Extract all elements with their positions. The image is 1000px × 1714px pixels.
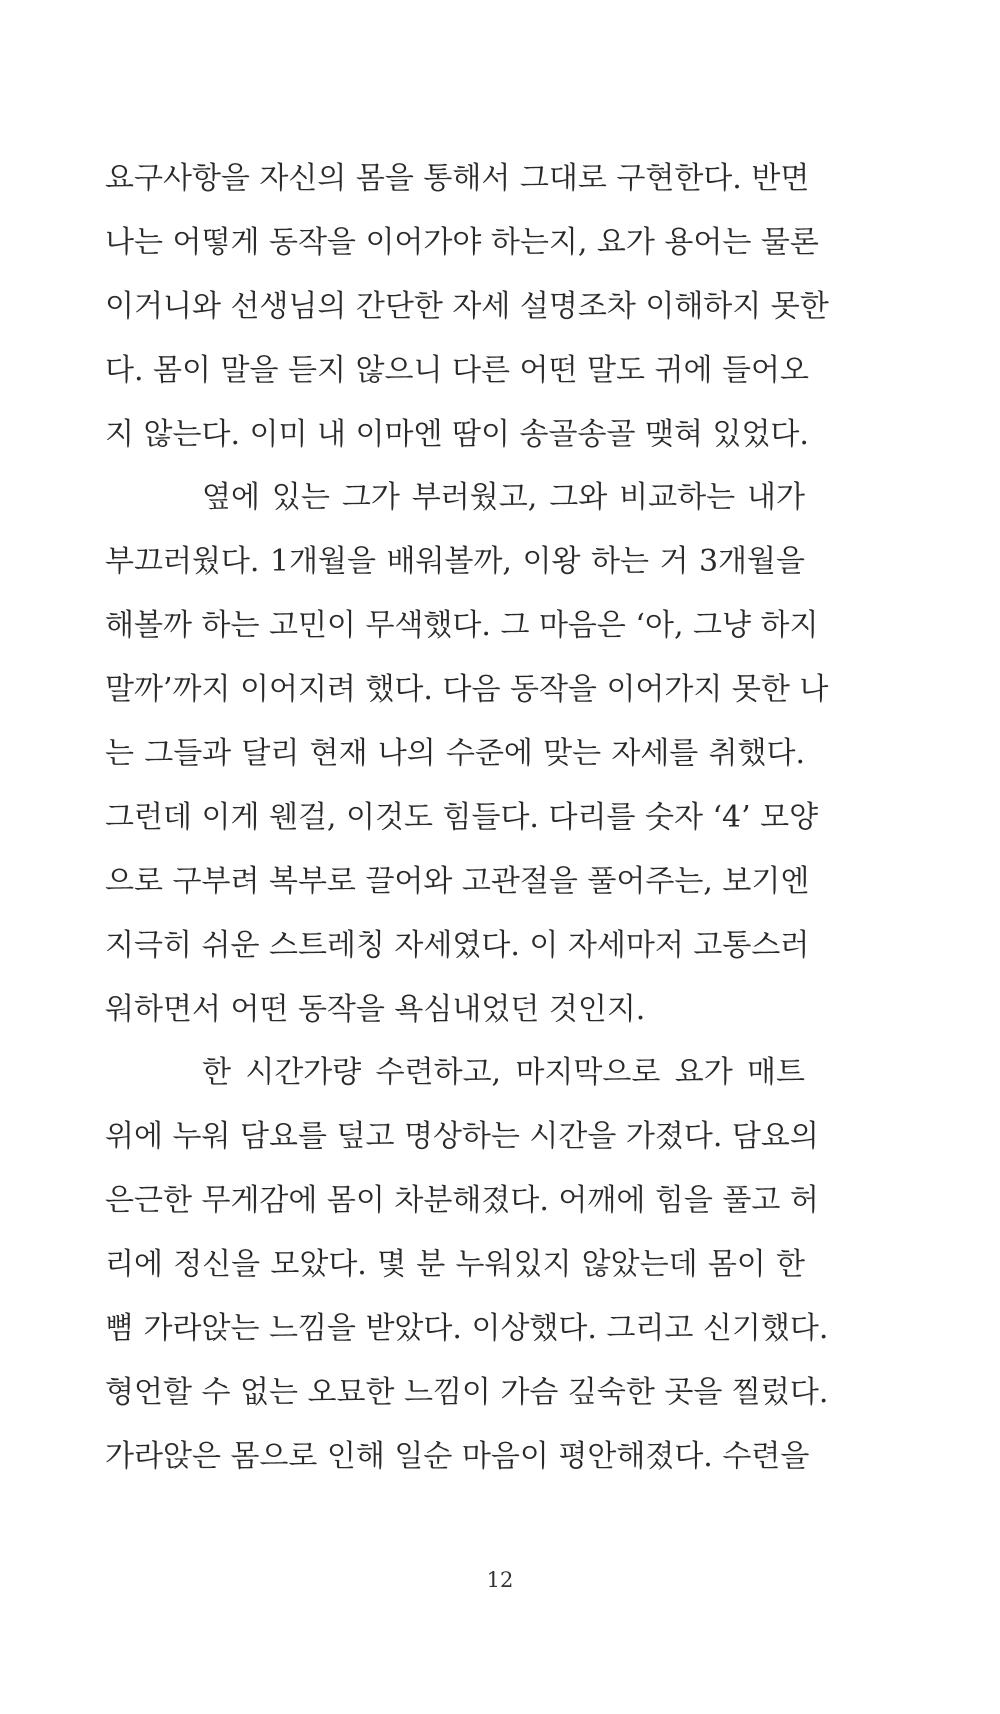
text-line: 그런데 이게 웬걸, 이것도 힘들다. 다리를 숫자 ‘4’ 모양 [105,799,819,835]
text-line: 가라앉은 몸으로 인해 일순 마음이 평안해졌다. 수련을 [105,1438,810,1474]
text-line: 지극히 쉬운 스트레칭 자세였다. 이 자세마저 고통스러 [105,927,810,963]
text-line: 이거니와 선생님의 간단한 자세 설명조차 이해하지 못한 [105,288,829,324]
text-line: 위에 누워 담요를 덮고 명상하는 시간을 가졌다. 담요의 [105,1119,819,1155]
text-line: 부끄러웠다. 1개월을 배워볼까, 이왕 하는 거 3개월을 [105,544,805,580]
text-line: 는 그들과 달리 현재 나의 수준에 맞는 자세를 취했다. [105,736,805,772]
text-line: 지 않는다. 이미 내 이마엔 땀이 송골송골 맺혀 있었다. [105,416,809,452]
text-line: 말까’까지 이어지려 했다. 다음 동작을 이어가지 못한 나 [105,672,829,708]
text-line: 형언할 수 없는 오묘한 느낌이 가슴 깊숙한 곳을 찔렀다. [105,1374,829,1410]
text-line-paragraph-start: 한 시간가량 수련하고, 마지막으로 요가 매트 [202,1055,805,1091]
text-line: 리에 정신을 모았다. 몇 분 누워있지 않았는데 몸이 한 [105,1247,805,1283]
body-text [105,159,829,1501]
text-line: 워하면서 어떤 동작을 욕심내었던 것인지. [105,991,646,1027]
text-line: 다. 몸이 말을 듣지 않으니 다른 어떤 말도 귀에 들어오 [105,352,809,388]
text-line: 해볼까 하는 고민이 무색했다. 그 마음은 ‘아, 그냥 하지 [105,608,819,644]
text-line: 뼘 가라앉는 느낌을 받았다. 이상했다. 그리고 신기했다. [105,1311,829,1347]
text-line: 나는 어떻게 동작을 이어가야 하는지, 요가 용어는 물론 [105,224,819,260]
text-line: 으로 구부려 복부로 끌어와 고관절을 풀어주는, 보기엔 [105,863,810,899]
text-line: 요구사항을 자신의 몸을 통해서 그대로 구현한다. 반면 [105,161,810,196]
text-line: 은근한 무게감에 몸이 차분해졌다. 어깨에 힘을 풀고 허 [105,1183,819,1219]
page-number: 12 [486,1568,514,1592]
text-line-paragraph-start: 옆에 있는 그가 부러웠고, 그와 비교하는 내가 [202,480,805,516]
